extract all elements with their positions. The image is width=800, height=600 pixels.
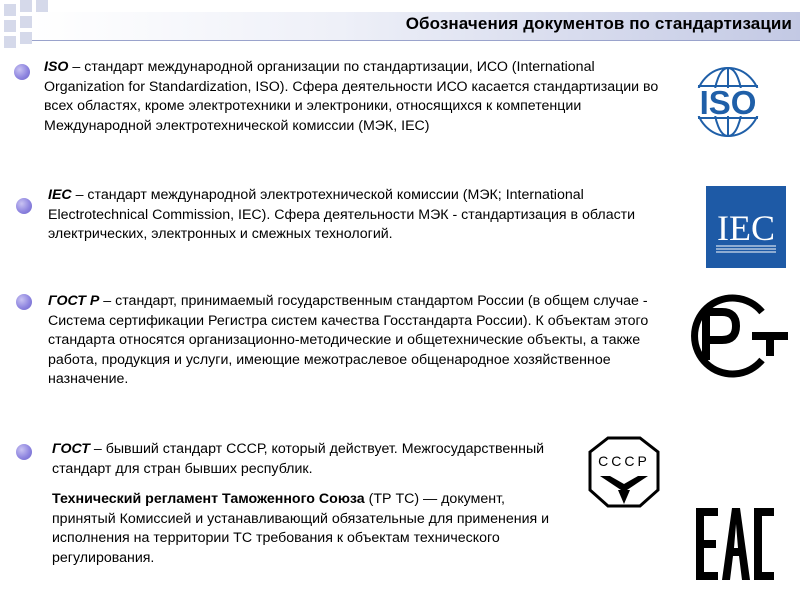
header-square [36,0,48,12]
eac-logo [694,506,776,582]
gost-r-logo-text: РСТ [676,290,678,291]
iso-logo-text: ISO [699,84,757,121]
entry-iec [48,186,638,245]
entry-gost [52,440,577,479]
gost-ussr-logo [582,432,666,512]
iso-logo [682,64,774,140]
header-square [4,36,16,48]
text-gost-r: – стандарт, принимаемый государственным стандартом России (в общем случае - Система сертификации Регистра систем качества Госстандарта России). К объектам этого стандарта относятся организационно-методические и общетехнические объекты, а также работа, продукция и услуги, имеющие межотраслевое общенародное хозяйственное назначение. [48,293,649,388]
term-gost: ГОСТ [52,441,90,457]
iec-logo [706,186,786,268]
entry-iso [44,58,664,136]
page-title: Обозначения документов по стандартизации [405,14,792,33]
bullet-gost [16,444,32,460]
header-divider [32,40,800,41]
header-square [20,32,32,44]
text-gost: – бывший стандарт СССР, который действует. Межгосударственный стандарт для стран бывших республик. [52,441,545,477]
gost-r-logo [676,290,790,382]
bullet-iso [14,64,30,80]
text-iso: – стандарт международной организации по стандартизации, ИСО (International Organization for Standardization, ISO). Сфера деятельности ИСО касается стандартизации во всех областях, кроме электротехники и электроники, относящихся к компетенции Международной электротехнической комиссии (МЭК, IEC) [44,59,659,134]
header-square [20,0,32,12]
text-iec: – стандарт международной электротехнической комиссии (МЭК; International Electrotechnical Commission, IEC). Сфера деятельности МЭК - стандартизация в области электрических, электронных и смежных технологий. [48,187,636,243]
entry-gost-r [48,292,678,390]
header-square [4,20,16,32]
eac-logo-text: EAC [694,506,697,507]
term-tr-ts: Технический регламент Таможенного Союза [52,491,365,507]
term-iec: IEC [48,187,72,203]
term-gost-r: ГОСТ Р [48,293,100,309]
text-tr-ts: (ТР ТС) — документ, принятый Комиссией и устанавливающий обязательные для применения и исполнения на территории ТС требования к объектам технического регулирования. [52,491,550,566]
bullet-iec [16,198,32,214]
entry-tr-ts [52,490,552,568]
bullet-gost-r [16,294,32,310]
term-iso: ISO [44,59,69,75]
header-square [20,16,32,28]
header-square [4,4,16,16]
gost-ussr-logo-text: СССР [598,453,650,469]
iec-logo-text: IEC [717,208,775,248]
